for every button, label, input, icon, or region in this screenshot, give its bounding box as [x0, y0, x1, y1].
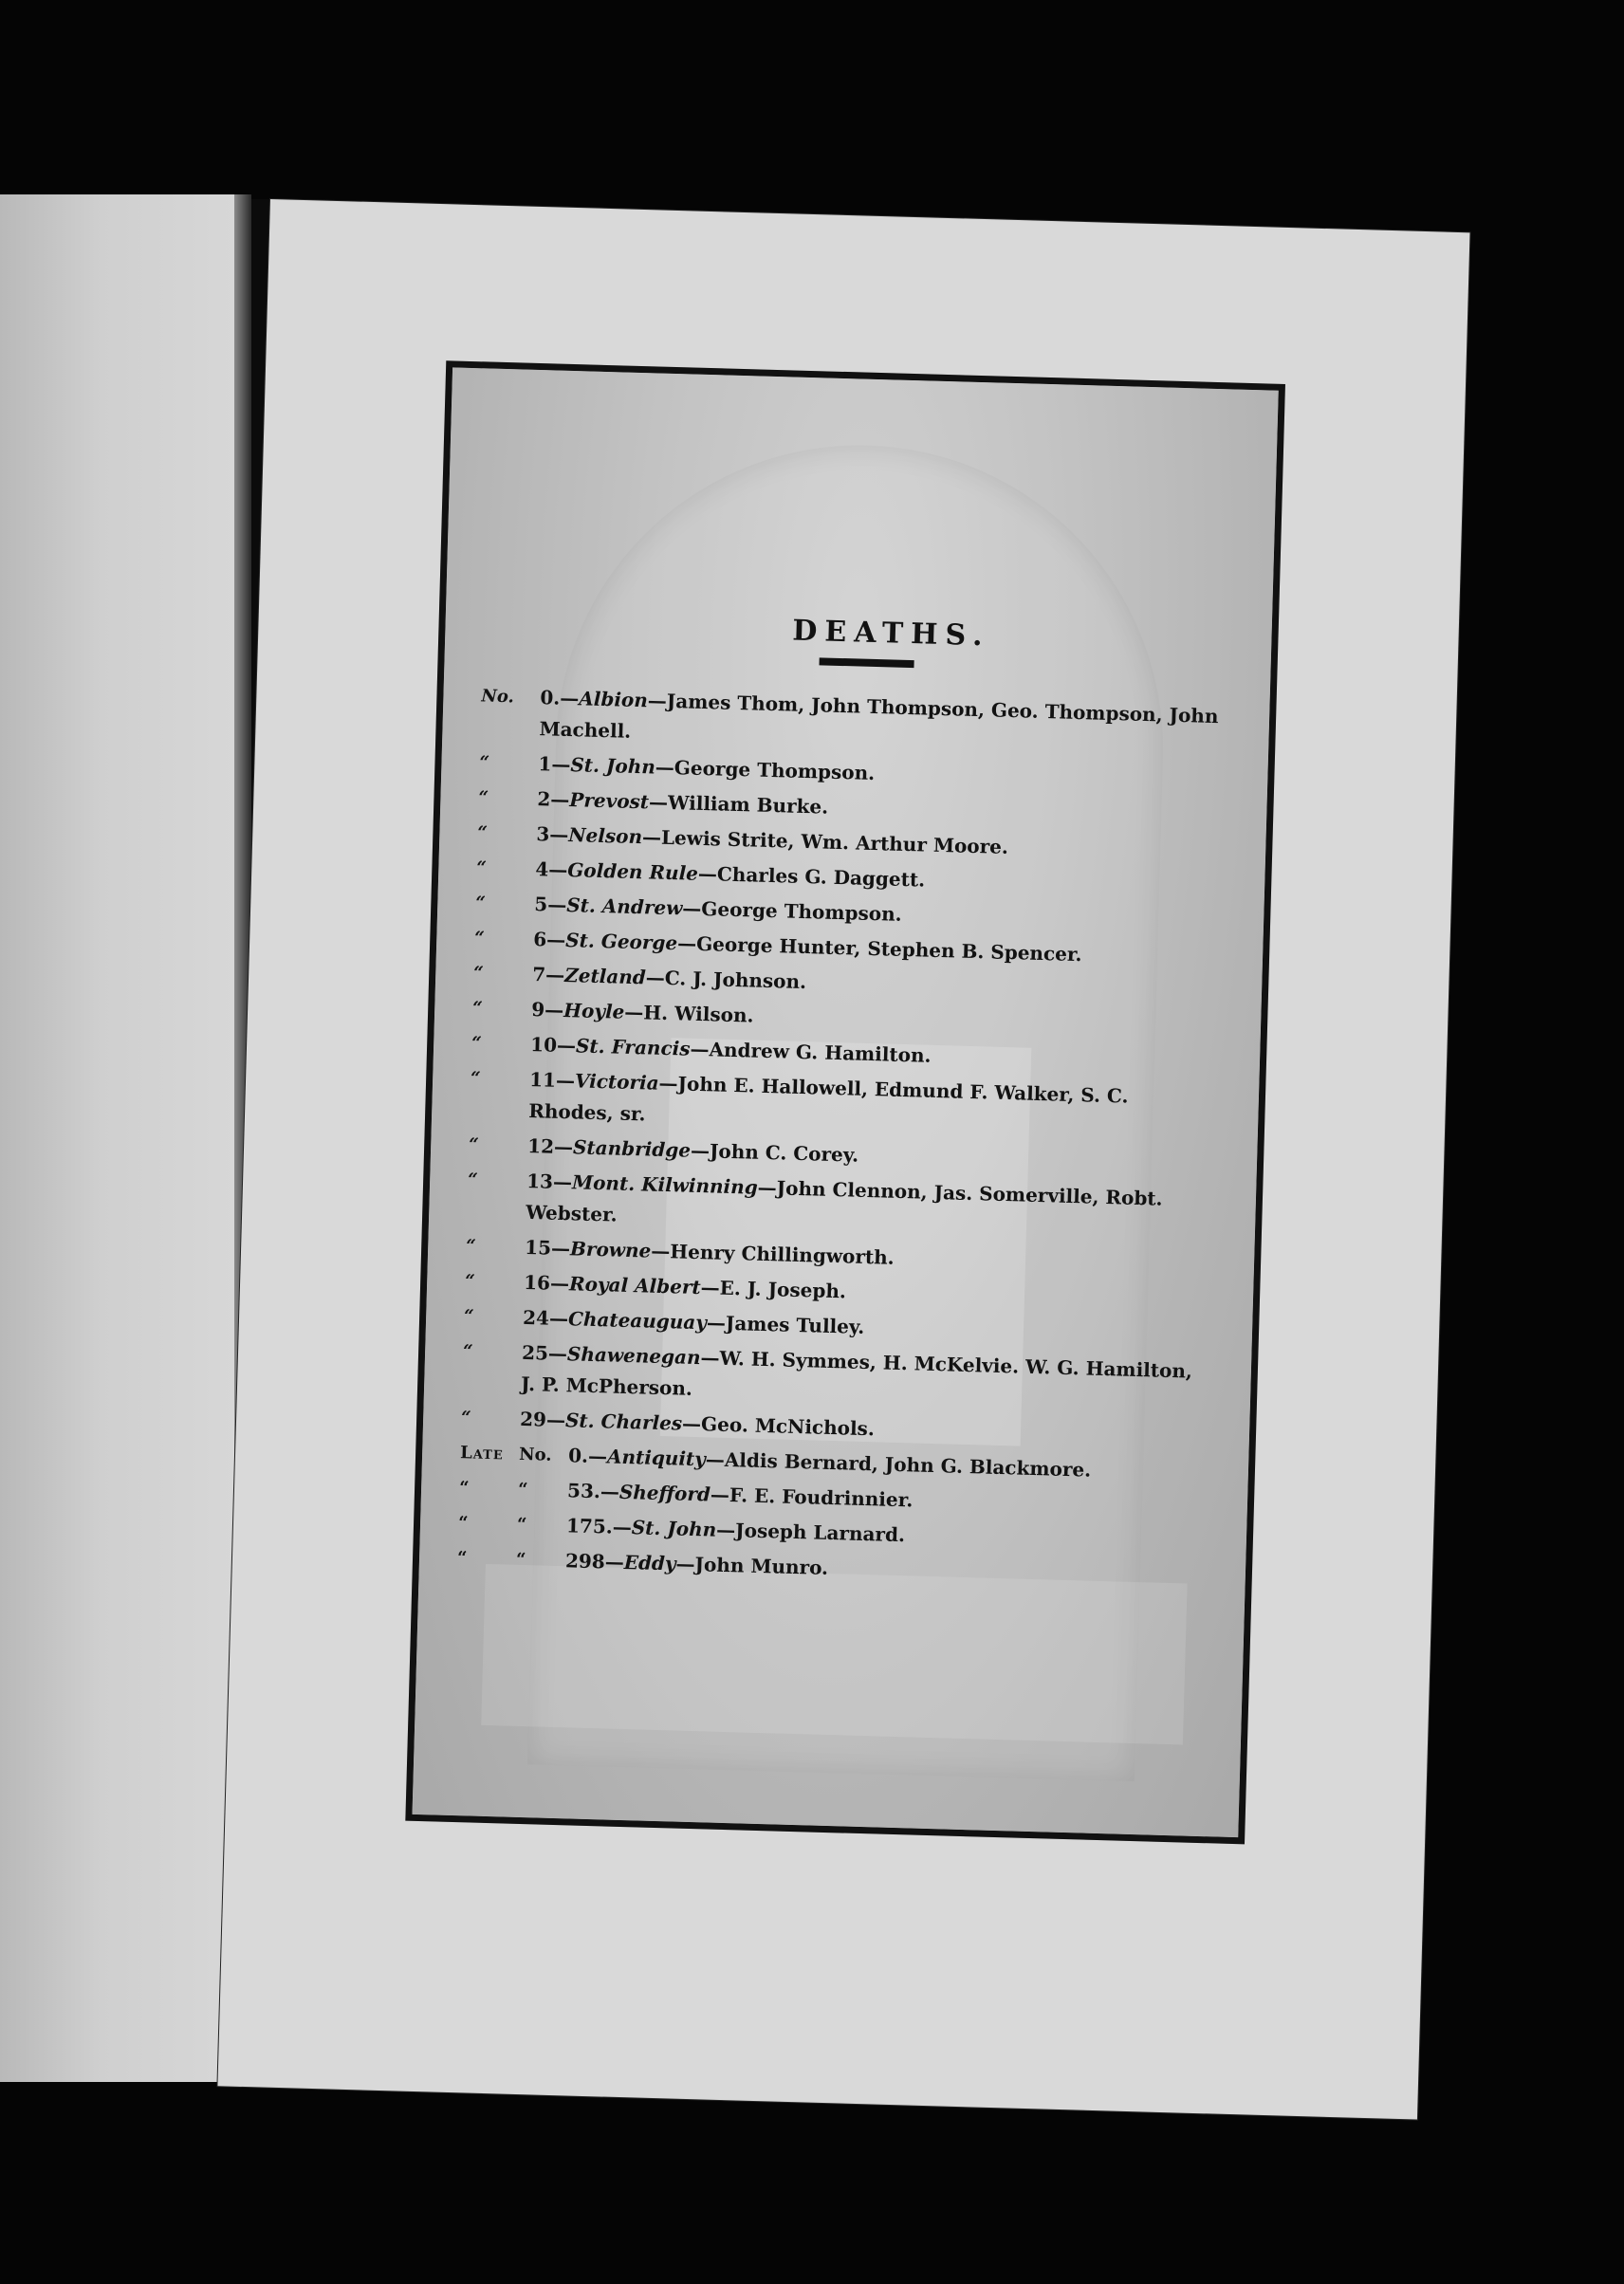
- lodge-number: 3—: [536, 822, 569, 847]
- deceased-names: —Aldis Bernard, John G. Blackmore.: [705, 1447, 1092, 1482]
- deceased-names: —Charles G. Daggett.: [697, 861, 926, 892]
- deceased-names: —C. J. Johnson.: [645, 966, 807, 994]
- lodge-number: 175.—: [565, 1514, 633, 1539]
- adjacent-left-page: [0, 194, 251, 2082]
- entry-prefix: “: [471, 1033, 482, 1054]
- lodge-number: 16—: [523, 1270, 570, 1296]
- lodge-name: Nelson: [568, 823, 643, 849]
- lodge-name: Eddy: [623, 1550, 676, 1575]
- entry-prefix: “: [463, 1306, 474, 1327]
- lodge-number: 0.—: [540, 686, 580, 710]
- lodge-name: Antiquity: [606, 1445, 707, 1471]
- lodge-name: Victoria: [574, 1069, 659, 1095]
- entry-prefix: “: [460, 1408, 471, 1428]
- title-rule: [820, 657, 914, 668]
- entry-subprefix: “: [517, 1479, 528, 1501]
- lodge-name: St. Francis: [575, 1034, 691, 1060]
- lodge-number: 13—: [526, 1169, 573, 1194]
- entry-prefix: “: [478, 787, 489, 808]
- lodge-name: Stanbridge: [572, 1135, 692, 1162]
- lodge-name: St. John: [570, 753, 656, 779]
- deceased-names: —John C. Corey.: [690, 1138, 859, 1167]
- deceased-names: —Geo. McNichols.: [681, 1411, 876, 1441]
- lodge-number: 7—: [531, 963, 565, 986]
- lodge-number: 5—: [534, 893, 567, 917]
- book-page: [217, 199, 1469, 2120]
- deceased-names: —George Thompson.: [682, 896, 902, 926]
- lodge-name: Shefford: [618, 1480, 711, 1506]
- deceased-names: —George Hunter, Stephen B. Spencer.: [676, 931, 1082, 967]
- mourning-border-frame: [405, 360, 1285, 1844]
- deceased-names: —George Thompson.: [655, 755, 876, 785]
- lodge-name: Shawenegan: [566, 1342, 701, 1370]
- lodge-number: 4—: [535, 857, 568, 882]
- lodge-number: 9—: [530, 998, 564, 1022]
- lodge-name: Chateauguay: [567, 1307, 708, 1335]
- lodge-number: 6—: [532, 928, 566, 951]
- lodge-number: 10—: [529, 1033, 577, 1058]
- entry-prefix: “: [462, 1341, 473, 1362]
- deceased-names: —Joseph Larnard.: [715, 1518, 906, 1547]
- late-lodges-list: [457, 1437, 1201, 1594]
- entry-prefix: “: [464, 1271, 475, 1292]
- lodge-name: Browne: [569, 1237, 652, 1262]
- lodge-number: 25—: [521, 1340, 568, 1366]
- lodge-name: Albion: [578, 687, 649, 712]
- entry-subprefix: “: [516, 1514, 527, 1536]
- deceased-names: —Henry Chillingworth.: [650, 1239, 895, 1269]
- entry-prefix: “: [474, 928, 485, 949]
- lodge-number: 53.—: [566, 1479, 620, 1503]
- deceased-names: —John Clennon, Jas. Somerville, Robt. Webster.: [525, 1175, 1163, 1226]
- page-title: DEATHS.: [791, 614, 991, 654]
- lodge-number: 12—: [526, 1133, 574, 1159]
- entry-prefix: “: [457, 1513, 470, 1534]
- deceased-names: —W. H. Symmes, H. McKelvie. W. G. Hamilton, J. P. McPherson.: [520, 1346, 1193, 1400]
- lodge-name: Mont. Kilwinning: [571, 1170, 759, 1199]
- lodge-name: St. Charles: [564, 1409, 683, 1435]
- lodge-number: 298—: [564, 1549, 625, 1574]
- lodge-name: Hoyle: [563, 998, 625, 1023]
- deceased-names: —James Tulley.: [706, 1311, 865, 1338]
- lodge-name: Prevost: [569, 788, 650, 814]
- deceased-names: —F. E. Foudrinnier.: [710, 1483, 914, 1512]
- deceased-names: —Andrew G. Hamilton.: [690, 1037, 932, 1067]
- entry-prefix: No.: [481, 686, 515, 708]
- deceased-names: —John E. Hallowell, Edmund F. Walker, S. C. Rhodes, sr.: [527, 1071, 1129, 1126]
- deceased-names: —James Thom, John Thompson, Geo. Thompson, John Machell.: [539, 689, 1219, 743]
- deceased-names: —E. J. Joseph.: [700, 1276, 847, 1303]
- lodge-number: 1—: [538, 752, 571, 777]
- lodge-number: 2—: [537, 787, 570, 812]
- lodge-name: Royal Albert: [568, 1272, 702, 1299]
- entry-prefix: “: [479, 752, 490, 773]
- entry-prefix: “: [470, 1068, 481, 1089]
- entry-prefix: “: [473, 963, 484, 984]
- deceased-names: —H. Wilson.: [623, 1000, 754, 1027]
- entry-prefix: “: [465, 1236, 476, 1257]
- entry-prefix: “: [475, 893, 487, 913]
- entry-prefix: “: [468, 1134, 479, 1155]
- entry-subprefix: “: [515, 1549, 526, 1571]
- lodge-number: 0.—: [567, 1444, 608, 1468]
- lodge-name: St. John: [631, 1516, 717, 1541]
- entry-prefix: Late: [459, 1443, 505, 1464]
- entry-prefix: “: [458, 1478, 471, 1499]
- deceased-names: —Lewis Strite, Wm. Arthur Moore.: [641, 825, 1009, 858]
- entry-prefix: “: [476, 857, 488, 878]
- deaths-list: [461, 680, 1222, 1453]
- entry-prefix: “: [471, 998, 483, 1019]
- lodge-number: 24—: [522, 1305, 569, 1331]
- lodge-name: Zetland: [563, 963, 647, 989]
- entry-prefix: “: [477, 822, 489, 843]
- entry-subprefix: No.: [518, 1444, 552, 1465]
- lodge-number: 15—: [524, 1235, 571, 1261]
- deaths-list-content: [457, 605, 1224, 1597]
- lodge-name: St. Andrew: [565, 893, 683, 920]
- lodge-name: Golden Rule: [566, 858, 699, 885]
- entry-prefix: “: [456, 1548, 469, 1569]
- lodge-number: 11—: [528, 1067, 576, 1093]
- lodge-number: 29—: [519, 1407, 566, 1432]
- deceased-names: —William Burke.: [648, 790, 829, 819]
- entry-prefix: “: [467, 1170, 478, 1190]
- deceased-names: —John Munro.: [675, 1552, 829, 1579]
- lodge-name: St. George: [564, 928, 678, 955]
